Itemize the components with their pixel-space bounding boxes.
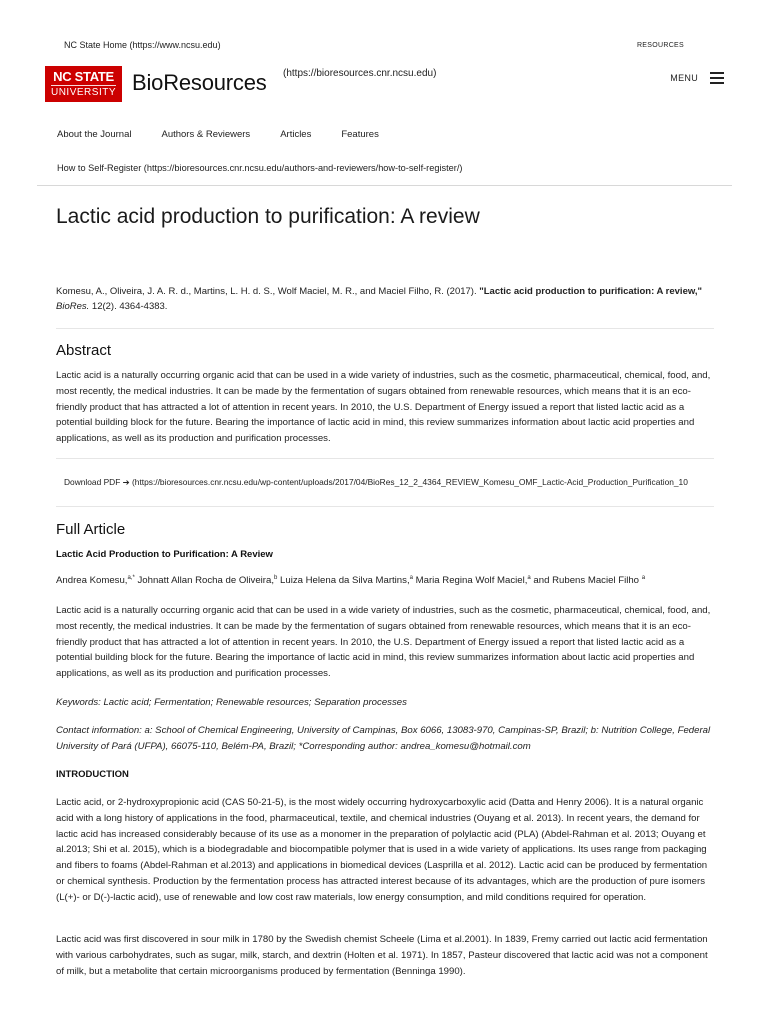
author-affiliation: b — [274, 574, 278, 581]
abstract-heading: Abstract — [56, 342, 112, 359]
logo-line-2: UNIVERSITY — [50, 87, 116, 98]
top-utility-bar — [64, 38, 684, 52]
introduction-heading: INTRODUCTION — [56, 769, 129, 780]
header-divider — [37, 185, 732, 186]
nav-articles[interactable]: Articles — [280, 129, 312, 140]
author-name: Luiza Helena da Silva Martins, — [277, 575, 410, 586]
resources-link[interactable]: RESOURCES — [636, 41, 684, 49]
divider — [56, 328, 714, 329]
main-nav — [57, 129, 409, 140]
citation — [56, 284, 714, 314]
abstract-text: Lactic acid is a naturally occurring organic acid that can be used in a wide variety of industries, such as the cosmetic, pharmaceutical, chemical, food, and, most recently, the medical industries. It can be made by the fermentation of sugars obtained from renewable resources, which means that it is an eco-friendly product that has attracted a lot of attention in recent years. In 2010, the U.S. Department of Energy issued a report that listed lactic acid as a potential building block for the future. Bearing the importance of lactic acid in mind, this review summarizes information about lactic acid properties and applications, as well as its production and purification processes. — [56, 370, 711, 445]
citation-title: "Lactic acid production to purification: A review," — [479, 286, 703, 297]
site-name[interactable]: BioResources — [132, 70, 267, 95]
site-url[interactable]: (https://bioresources.cnr.ncsu.edu) — [283, 68, 437, 79]
divider — [56, 506, 714, 507]
author-affiliation: a — [641, 574, 646, 581]
citation-journal: BioRes. — [56, 301, 90, 312]
citation-authors: Komesu, A., Oliveira, J. A. R. d., Martins, L. H. d. S., Wolf Maciel, M. R., and Maciel Filho, R. (2017). — [56, 286, 480, 297]
full-article-heading: Full Article — [56, 521, 126, 538]
author-name: and Rubens Maciel Filho — [530, 575, 642, 586]
download-pdf-url: (https://bioresources.cnr.ncsu.edu/wp-content/uploads/2017/04/BioRes_12_2_4364_REVIEW_Komesu_OMF_Lactic-Acid_Production_Purification_10 — [129, 477, 688, 487]
introduction-paragraph-2: Lactic acid was first discovered in sour milk in 1780 by the Swedish chemist Scheele (Lima et al.2001). In 1839, Fremy carried out lactic acid fermentation with various carbohydrates, such as sugar, milk, starch, and dextrin (Holten et al. 1971). In 1857, Pasteur discovered that lactic acid was not a component of milk, but a metabolite that certain microorganisms produced by fermentation (Benninga 1990). — [56, 934, 708, 977]
menu-label: MENU — [670, 73, 698, 83]
author-affiliation: a — [527, 574, 531, 581]
keywords: Keywords: Lactic acid; Fermentation; Renewable resources; Separation processes — [56, 697, 407, 708]
author-affiliation: a,* — [127, 574, 135, 581]
full-article-title: Lactic Acid Production to Purification: A Review — [56, 549, 273, 560]
nc-state-home-link[interactable]: NC State Home (https://www.ncsu.edu) — [64, 40, 221, 50]
author-list — [56, 575, 645, 586]
author-affiliation: a — [409, 574, 413, 581]
citation-ref: 12(2). 4364-4383. — [89, 301, 168, 312]
divider — [56, 458, 714, 459]
nav-authors-reviewers[interactable]: Authors & Reviewers — [161, 129, 251, 140]
site-header — [45, 66, 724, 102]
nav-features[interactable]: Features — [341, 129, 379, 140]
author-name: Andrea Komesu, — [56, 575, 128, 586]
download-pdf-link[interactable] — [64, 477, 734, 487]
menu-button[interactable] — [670, 72, 724, 84]
contact-information: Contact information: a: School of Chemical Engineering, University of Campinas, Box 6066, 13083-970, Campinas-SP, Brazil; b: Nutrition College, Federal University of Pará (UFPA), 66075-110, Belém-PA, Brazil; *Corresponding author: andrea_komesu@hotmail.com — [56, 725, 711, 752]
logo-line-1: NC STATE — [53, 69, 114, 84]
self-register-link[interactable]: How to Self-Register (https://bioresources.cnr.ncsu.edu/authors-and-reviewers/how-to-self-register/) — [57, 163, 463, 173]
author-name: Maria Regina Wolf Maciel, — [412, 575, 528, 586]
introduction-paragraph-1: Lactic acid, or 2-hydroxypropionic acid (CAS 50-21-5), is the most widely occurring hydroxycarboxylic acid (Datta and Henry 2006). It is a natural organic acid with a long history of applications in the food, pharmaceutical, textile, and chemical industries (Ouyang et al. 2013). In recent years, the demand for lactic acid has increased considerably because of its use as a monomer in the preparation of polylactic acid (PLA) (Abdel-Rahman et al. 2013; Ouyang et al.2013; Shi et al. 2015), which is a biodegradable and biocompatible polymer that is used in a wide variety of applications. Its uses range from packaging and fibers to foams (Abdel-Rahman et al.2013) and applications in biomedical devices (Lasprilla et al. 2012). Lactic acid can be produced by fermentation or chemical synthesis. Production by the fermentation process has attracted interest because of its advantages, which are the production of pure isomers (L(+)- or D(-)-lactic acid), use of renewable and low cost raw materials, low energy consumption, and mild conditions required for operation. — [56, 797, 708, 903]
hamburger-icon — [710, 72, 724, 84]
full-abstract-text: Lactic acid is a naturally occurring organic acid that can be used in a wide variety of industries, such as the cosmetic, pharmaceutical, chemical, food, and, most recently, the medical industries. It can be made by the fermentation of sugars obtained from renewable resources, which means that it is an eco-friendly product that has attracted a lot of attention in recent years. In 2010, the U.S. Department of Energy issued a report that listed lactic acid as a potential building block for the future. Bearing the importance of lactic acid in mind, this review summarizes information about lactic acid properties and applications, as well as its production and purification processes. — [56, 605, 711, 680]
nc-state-logo[interactable] — [45, 66, 122, 102]
page-title: Lactic acid production to purification: A review — [56, 205, 480, 228]
author-name: Johnatt Allan Rocha de Oliveira, — [134, 575, 275, 586]
download-pdf-label: Download PDF ➔ — [64, 477, 130, 487]
nav-about-journal[interactable]: About the Journal — [57, 129, 132, 140]
